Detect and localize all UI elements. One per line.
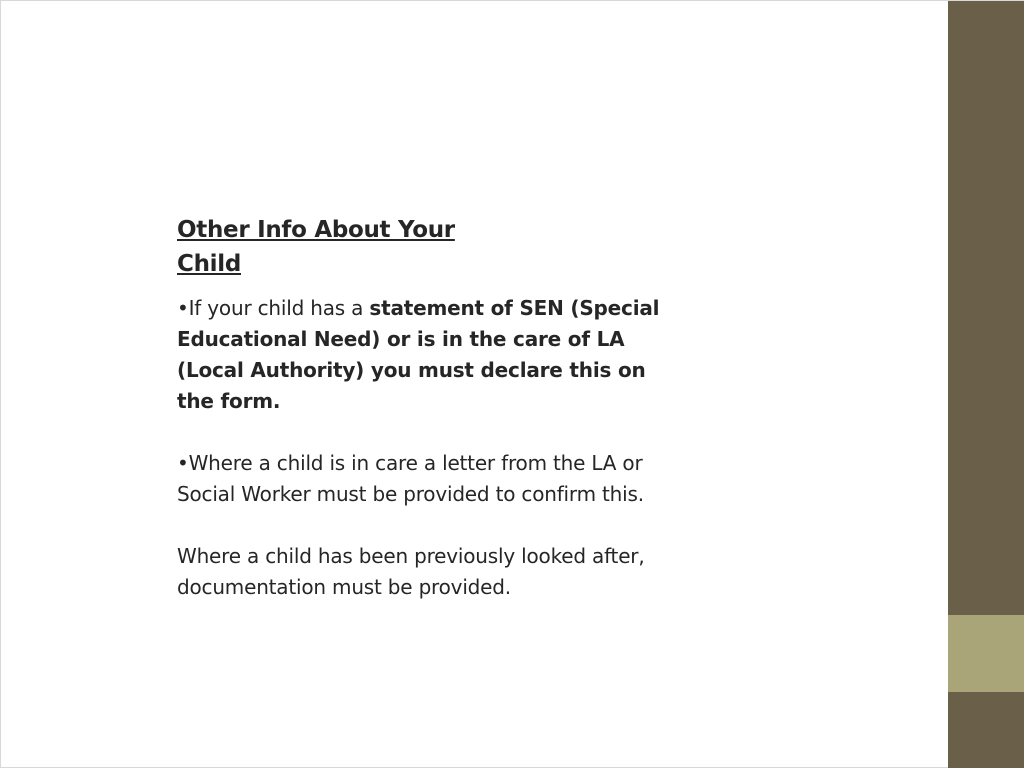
slide-content xyxy=(177,213,677,603)
sen-paragraph xyxy=(177,293,677,417)
sen-bold-text: statement of SEN (Special Educational Need) or is in the care of LA (Local Authority) you must declare this on the form. xyxy=(177,296,660,413)
paragraph-spacer xyxy=(177,417,677,448)
in-care-paragraph: •Where a child is in care a letter from the LA or Social Worker must be provided to confirm this. xyxy=(177,451,644,506)
paragraph-spacer xyxy=(177,510,677,541)
sen-lead-text: •If your child has a xyxy=(177,296,370,320)
slide-heading: Other Info About Your Child xyxy=(177,217,455,277)
looked-after-paragraph: Where a child has been previously looked after, documentation must be provided. xyxy=(177,544,645,599)
decorative-side-accent xyxy=(948,615,1024,692)
